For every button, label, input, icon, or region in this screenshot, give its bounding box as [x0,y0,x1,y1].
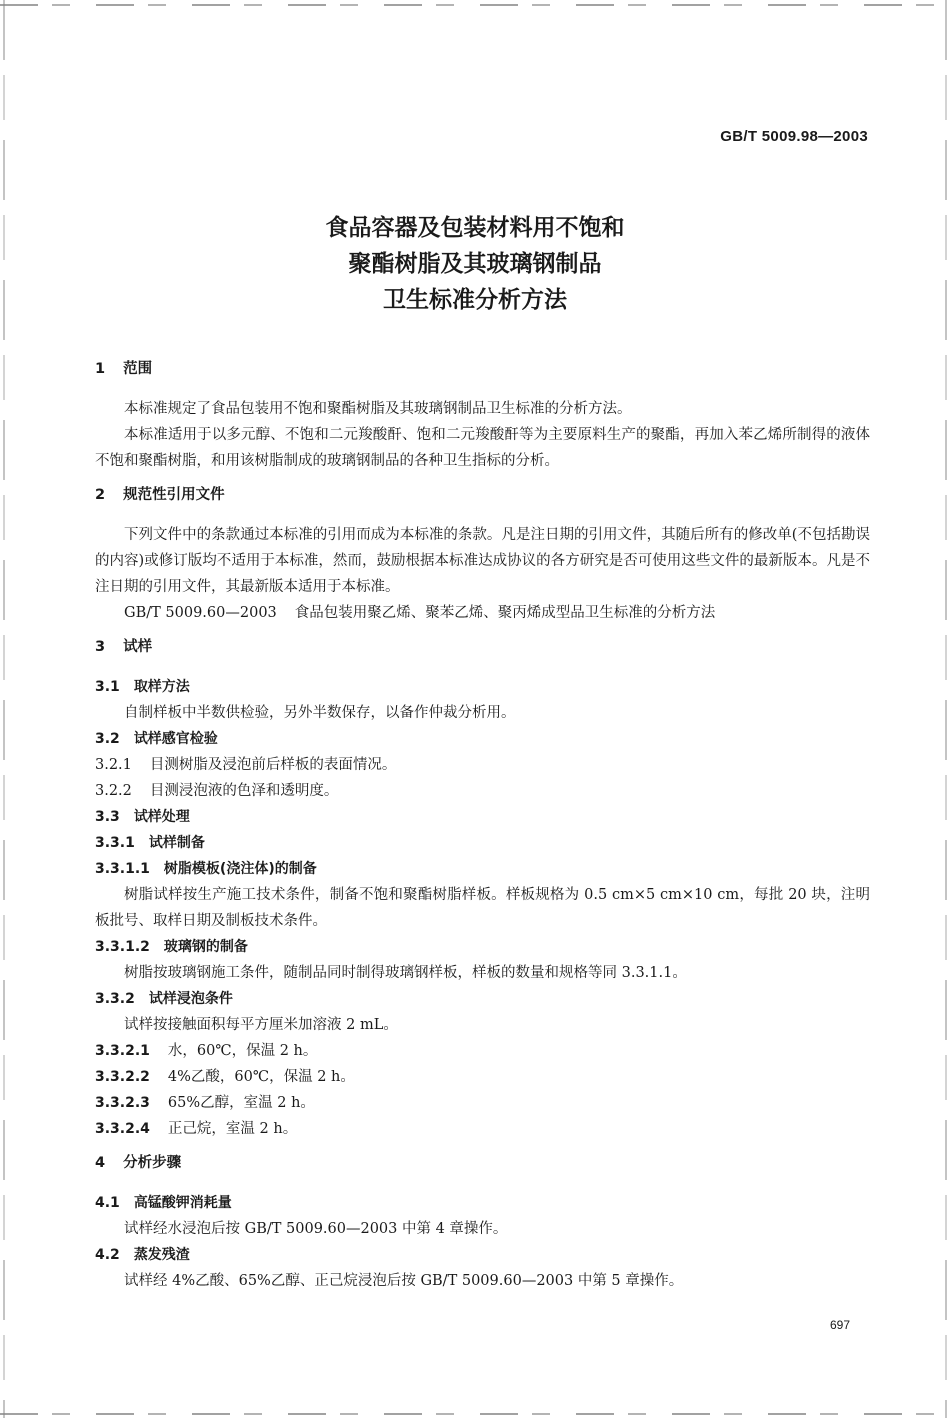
clause-3-3-2-heading [95,986,870,1012]
clause-text: 正己烷，室温 2 h。 [167,1121,298,1137]
section-number: 4 [95,1155,106,1171]
normative-reference [95,600,870,626]
clause-3-1-text: 自制样板中半数供检验，另外半数保存，以备作仲裁分析用。 [124,705,516,721]
clause-number: 3.3.2.4 [95,1121,150,1137]
section-number: 3 [95,639,106,655]
clause-number: 4.2 [95,1247,120,1263]
clause-number: 3.3.2.1 [95,1043,150,1059]
clause-text: 水，60℃，保温 2 h。 [167,1043,318,1059]
clause-number: 3.3.1 [95,835,135,851]
section-2-paragraph-1: 下列文件中的条款通过本标准的引用而成为本标准的条款。凡是注日期的引用文件，其随后所有的修改单(不包括勘误的内容)或修订版均不适用于本标准，然而，鼓励根据本标准达成协议的各方研究是否可使用这些文件的最新版本。凡是不注日期的引用文件，其最新版本适用于本标准。 [95,527,870,595]
clause-number: 3.3.2.3 [95,1095,150,1111]
reference-title: 食品包装用聚乙烯、聚苯乙烯、聚丙烯成型品卫生标准的分析方法 [294,605,716,621]
clause-title: 取样方法 [133,679,190,695]
clause-number: 3.3.1.2 [95,939,150,955]
title-line-3: 卫生标准分析方法 [383,287,567,313]
scan-artifact-bottom [0,1413,950,1415]
clause-3-3-heading [95,804,870,830]
title-line-2: 聚酯树脂及其玻璃钢制品 [348,251,602,277]
clause-number: 3.3 [95,809,120,825]
clause-number: 3.2.2 [95,783,132,799]
clause-number: 3.2 [95,731,120,747]
clause-3-3-2-text: 试样按接触面积每平方厘米加溶液 2 mL。 [124,1017,398,1033]
section-1-paragraph-1: 本标准规定了食品包装用不饱和聚酯树脂及其玻璃钢制品卫生标准的分析方法。 [124,401,632,417]
clause-3-3-1-1-heading [95,856,870,882]
clause-3-3-1-1-text: 树脂试样按生产施工技术条件，制备不饱和聚酯树脂样板。样板规格为 0.5 cm×5 cm×10 cm，每批 20 块，注明板批号、取样日期及制板技术条件。 [95,887,870,929]
clause-title: 试样感官检验 [133,731,218,747]
section-title: 分析步骤 [123,1155,182,1171]
clause-4-1-text: 试样经水浸泡后按 GB/T 5009.60—2003 中第 4 章操作。 [124,1221,508,1237]
clause-3-3-1-heading [95,830,870,856]
clause-text: 65%乙醇，室温 2 h。 [167,1095,315,1111]
clause-title: 玻璃钢的制备 [163,939,248,955]
section-number: 1 [95,361,106,377]
clause-3-3-1-2-heading [95,934,870,960]
section-4-heading [95,1150,870,1176]
clause-text: 4%乙酸，60℃，保温 2 h。 [167,1069,355,1085]
clause-number: 3.2.1 [95,757,132,773]
section-1-heading [95,356,870,382]
reference-code: GB/T 5009.60—2003 [124,605,277,621]
clause-3-2-1 [95,752,870,778]
clause-text: 目测浸泡液的色泽和透明度。 [149,783,339,799]
clause-text: 目测树脂及浸泡前后样板的表面情况。 [149,757,397,773]
clause-3-3-1-2-text: 树脂按玻璃钢施工条件，随制品同时制得玻璃钢样板，样板的数量和规格等同 3.3.1.1。 [124,965,687,981]
clause-4-2-heading [95,1242,870,1268]
clause-number: 3.3.1.1 [95,861,150,877]
clause-3-3-2-3 [95,1090,870,1116]
clause-title: 蒸发残渣 [133,1247,190,1263]
section-2-heading [95,482,870,508]
section-3-heading [95,634,870,660]
clause-3-2-heading [95,726,870,752]
title-line-1: 食品容器及包装材料用不饱和 [325,215,625,241]
clause-title: 树脂模板(浇注体)的制备 [163,861,317,877]
section-number: 2 [95,487,106,503]
clause-title: 高锰酸钾消耗量 [133,1195,232,1211]
document-body [95,356,870,1294]
clause-title: 试样处理 [133,809,190,825]
clause-title: 试样浸泡条件 [148,991,233,1007]
clause-3-3-2-4 [95,1116,870,1142]
clause-number: 3.1 [95,679,120,695]
clause-4-2-text: 试样经 4%乙酸、65%乙醇、正己烷浸泡后按 GB/T 5009.60—2003 中第 5 章操作。 [124,1273,684,1289]
clause-4-1-heading [95,1190,870,1216]
document-title [0,210,950,318]
clause-3-3-2-1 [95,1038,870,1064]
section-title: 范围 [123,361,153,377]
clause-3-3-2-2 [95,1064,870,1090]
clause-3-2-2 [95,778,870,804]
section-1-paragraph-2: 本标准适用于以多元醇、不饱和二元羧酸酐、饱和二元羧酸酐等为主要原料生产的聚酯，再加入苯乙烯所制得的液体不饱和聚酯树脂，和用该树脂制成的玻璃钢制品的各种卫生指标的分析。 [95,427,870,469]
clause-number: 3.3.2 [95,991,135,1007]
section-title: 试样 [123,639,153,655]
section-title: 规范性引用文件 [123,487,225,503]
clause-number: 4.1 [95,1195,120,1211]
scan-artifact-top [0,4,950,6]
clause-title: 试样制备 [148,835,205,851]
clause-number: 3.3.2.2 [95,1069,150,1085]
page-number: 697 [829,1318,850,1332]
clause-3-1-heading [95,674,870,700]
standard-code: GB/T 5009.98—2003 [720,128,868,145]
